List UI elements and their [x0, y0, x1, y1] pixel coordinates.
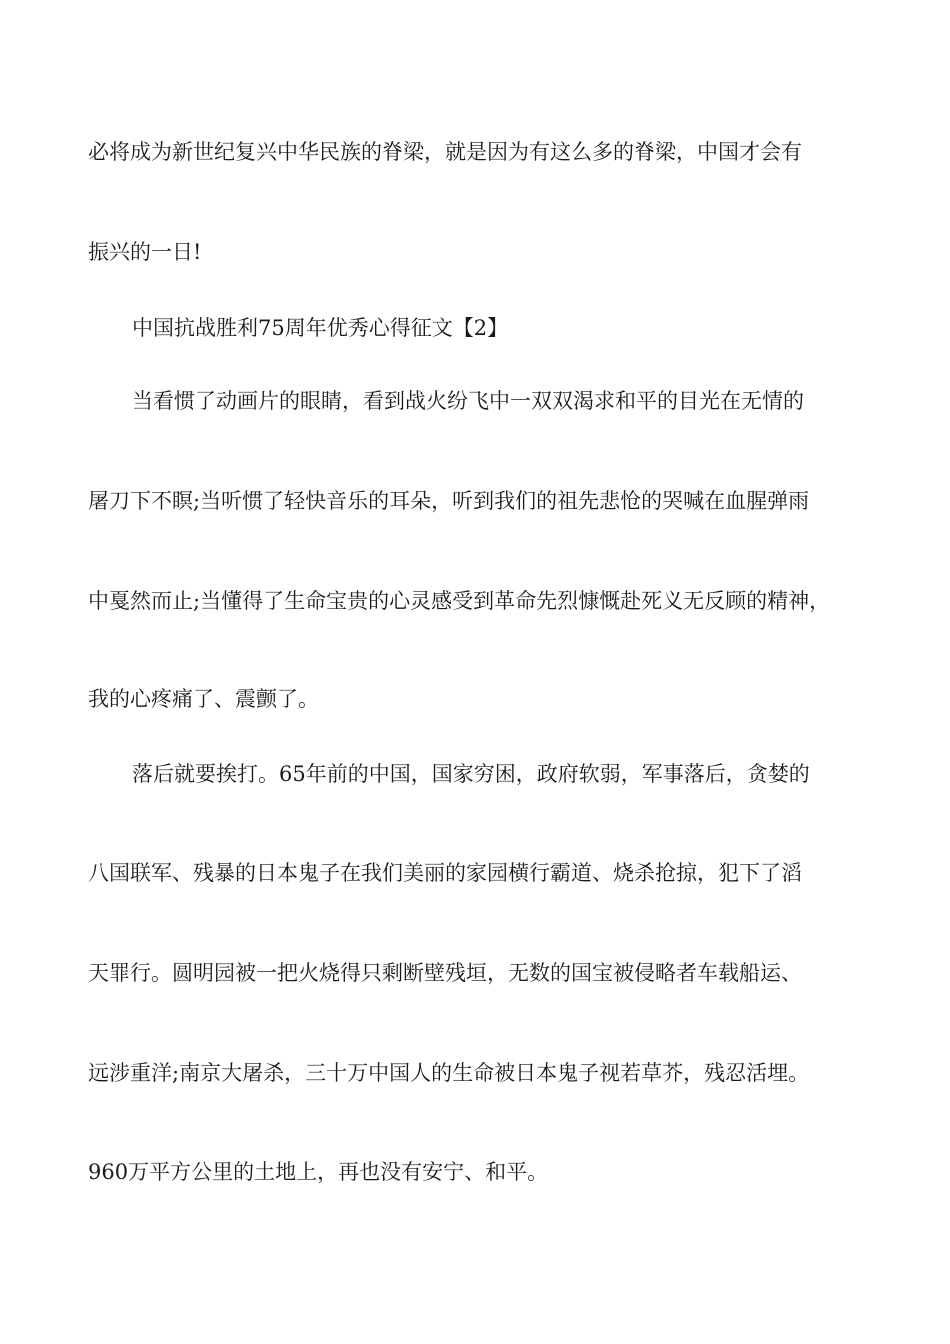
- paragraph-line: 中戛然而止;当懂得了生命宝贵的心灵感受到革命先烈慷慨赴死义无反顾的精神，: [88, 589, 831, 613]
- paragraph-line: 屠刀下不瞑;当听惯了轻快音乐的耳朵，听到我们的祖先悲怆的哭喊在血腥弹雨: [88, 489, 810, 513]
- paragraph-line: 必将成为新世纪复兴中华民族的脊梁，就是因为有这么多的脊梁，中国才会有: [88, 140, 802, 164]
- paragraph-line: 落后就要挨打。65年前的中国，国家穷困，政府软弱，军事落后，贪婪的: [132, 762, 810, 786]
- paragraph-line: 960万平方公里的土地上，再也没有安宁、和平。: [88, 1160, 549, 1184]
- paragraph-line: 八国联军、残暴的日本鬼子在我们美丽的家园横行霸道、烧杀抢掠，犯下了滔: [88, 861, 802, 885]
- paragraph-line: 振兴的一日!: [88, 240, 202, 264]
- paragraph-line: 我的心疼痛了、震颤了。: [88, 687, 319, 711]
- section-heading: 中国抗战胜利75周年优秀心得征文【2】: [132, 316, 509, 340]
- paragraph-line: 远涉重洋;南京大屠杀，三十万中国人的生命被日本鬼子视若草芥，残忍活埋。: [88, 1061, 810, 1085]
- paragraph-line: 天罪行。圆明园被一把火烧得只剩断壁残垣，无数的国宝被侵略者车载船运、: [88, 961, 802, 985]
- paragraph-line: 当看惯了动画片的眼睛，看到战火纷飞中一双双渴求和平的目光在无情的: [132, 389, 804, 413]
